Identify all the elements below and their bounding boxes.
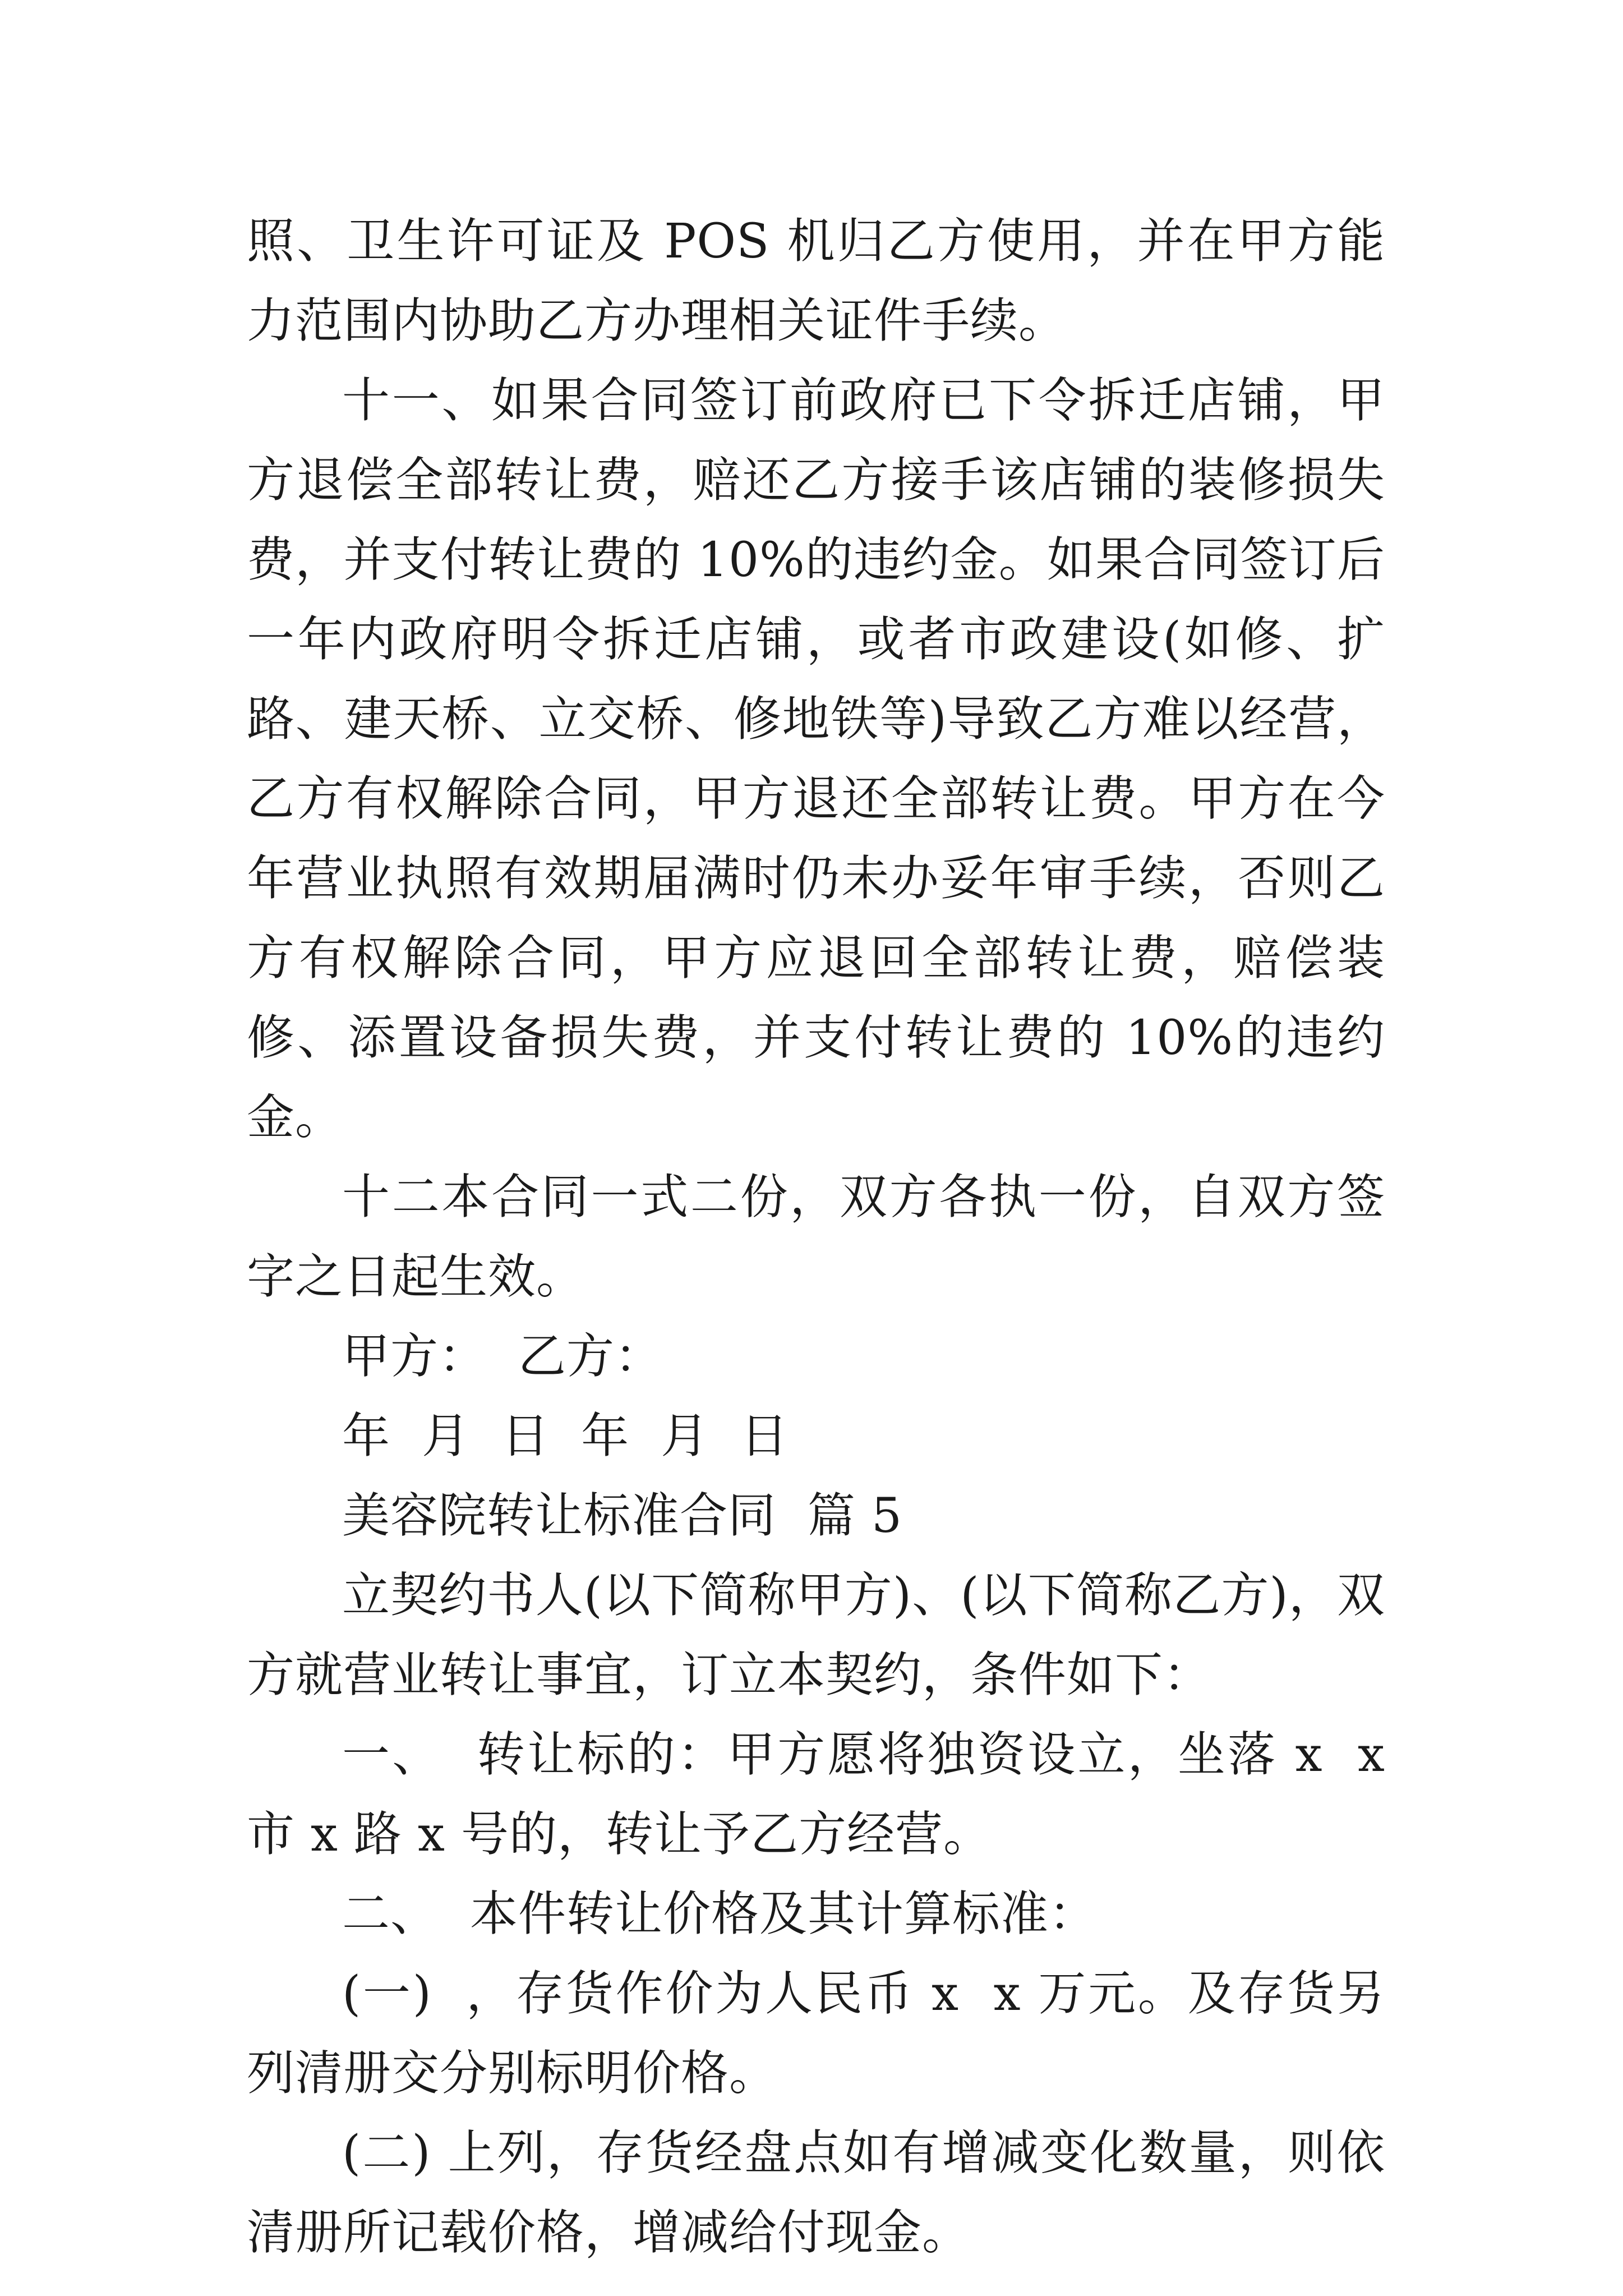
document-body [247,202,1401,2273]
sub-clause-one: (一) ，存货作价为人民币 x x 万元。及存货另列清册交分别标明价格。 [247,1966,1385,2101]
clause-eleven: 十一、如果合同签订前政府已下令拆迁店铺，甲方退偿全部转让费，赔还乙方接手该店铺的装修损失费，并支付转让费的 10%的违约金。如果合同签订后一年内政府明令拆迁店铺，或者市政建设(如修、扩路、建天桥、立交桥、修地铁等)导致乙方难以经营，乙方有权解除合同，甲方退还全部转让费。甲方在今年营业执照有效期届满时仍未办妥年审手续，否则乙方有权解除合同，甲方应退回全部转让费，赔偿装修、添置设备损失费，并支付转让费的 10%的违约金。 [247,373,1385,1145]
paragraph-continuation: 照、卫生许可证及 POS 机归乙方使用，并在甲方能力范围内协助乙方办理相关证件手续。 [247,214,1385,349]
section-heading: 美容院转让标准合同 篇 5 [342,1488,903,1544]
signature-parties: 甲方： 乙方： [342,1329,663,1384]
signature-dates: 年 月 日 年 月 日 [342,1409,789,1464]
clause-two: 二、 本件转让价格及其计算标准： [342,1887,1098,1942]
clause-twelve: 十二本合同一式二份，双方各执一份，自双方签字之日起生效。 [247,1170,1385,1305]
contract-preamble: 立契约书人(以下简称甲方)、(以下简称乙方)，双方就营业转让事宜，订立本契约，条件如下： [247,1568,1385,1703]
sub-clause-two: (二) 上列，存货经盘点如有增减变化数量，则依清册所记载价格，增减给付现金。 [247,2125,1385,2261]
clause-one: 一、 转让标的：甲方愿将独资设立，坐落 x x 市 x 路 x 号的，转让予乙方经营。 [247,1727,1401,1862]
